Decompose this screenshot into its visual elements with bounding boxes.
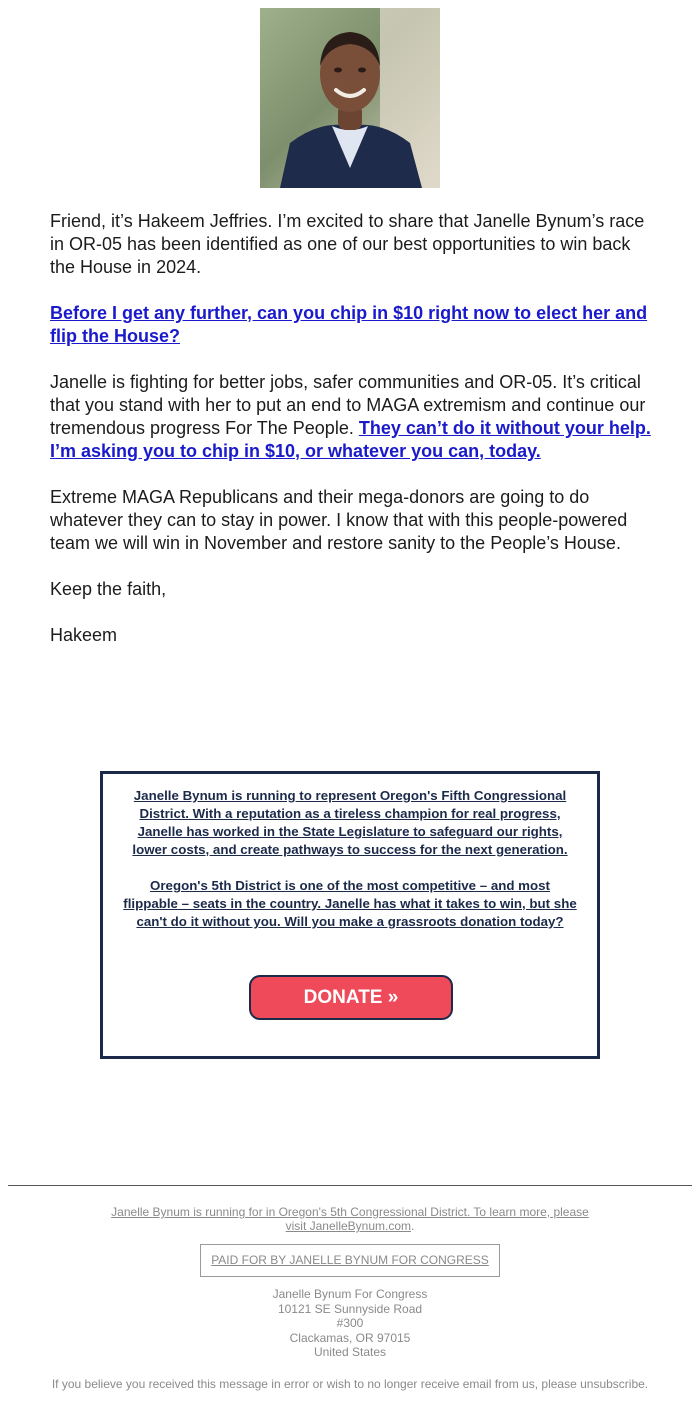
mailing-address [200, 1287, 500, 1360]
chip-in-link[interactable]: Before I get any further, can you chip in $10 right now to elect her and flip the House? [50, 303, 648, 346]
donate-button[interactable]: DONATE » [249, 975, 453, 1020]
footer-note-period: . [411, 1219, 415, 1233]
donation-box [100, 771, 600, 1059]
footer-divider [8, 1185, 692, 1186]
fighting-text: Janelle is fighting for better jobs, safer communities and OR-05. It’s critical that you stand with her to put an end to MAGA extremism and continue our tremendous progress For The People. [50, 372, 646, 438]
letter-paragraph-fighting [50, 371, 655, 463]
donation-box-paragraph-about[interactable]: Janelle Bynum is running to represent Oregon's Fifth Congressional District. With a reputation as a tireless champion for real progress, Janelle has worked in the State Legislature to safeguard our rights, lower costs, and create pathways to success for the next generation. [132, 788, 568, 857]
address-name: Janelle Bynum For Congress [272, 1287, 428, 1301]
letter-paragraph-maga: Extreme MAGA Republicans and their mega-donors are going to do whatever they can to stay in power. I know that with this people-powered team we will win in November and restore sanity to the People’s House. [50, 487, 628, 553]
address-street: 10121 SE Sunnyside Road [277, 1301, 423, 1316]
letter-signoff: Keep the faith, [50, 579, 167, 599]
address-country: United States [313, 1345, 387, 1359]
donation-box-paragraph-district[interactable]: Oregon's 5th District is one of the most competitive – and most flippable – seats in the country. Janelle has what it takes to win, but she can't do it without you. Will you make a grassroots donation today? [123, 878, 577, 929]
unsubscribe-notice[interactable]: If you believe you received this message in error or wish to no longer receive email from us, please unsubscribe. [51, 1377, 649, 1391]
letter-signature: Hakeem [50, 625, 118, 645]
portrait-illustration [260, 8, 440, 188]
letter-paragraph-intro: Friend, it’s Hakeem Jeffries. I’m excited to share that Janelle Bynum’s race in OR-05 has been identified as one of our best opportunities to win back the House in 2024. [50, 211, 645, 277]
address-city: Clackamas, OR 97015 [289, 1330, 411, 1345]
paid-for-disclaimer: PAID FOR BY JANELLE BYNUM FOR CONGRESS [200, 1244, 500, 1277]
letter-body [50, 210, 655, 670]
portrait-photo [260, 8, 440, 188]
footer-note [100, 1205, 600, 1233]
address-suite: #300 [336, 1316, 364, 1330]
help-link[interactable]: They can’t do it without your help. I’m asking you to chip in $10, or whatever you can, today. [50, 418, 651, 461]
letter-paragraph-ask [50, 302, 655, 348]
learn-more-link[interactable]: Janelle Bynum is running for in Oregon's 5th Congressional District. To learn more, please visit JanelleBynum.com [111, 1205, 589, 1233]
